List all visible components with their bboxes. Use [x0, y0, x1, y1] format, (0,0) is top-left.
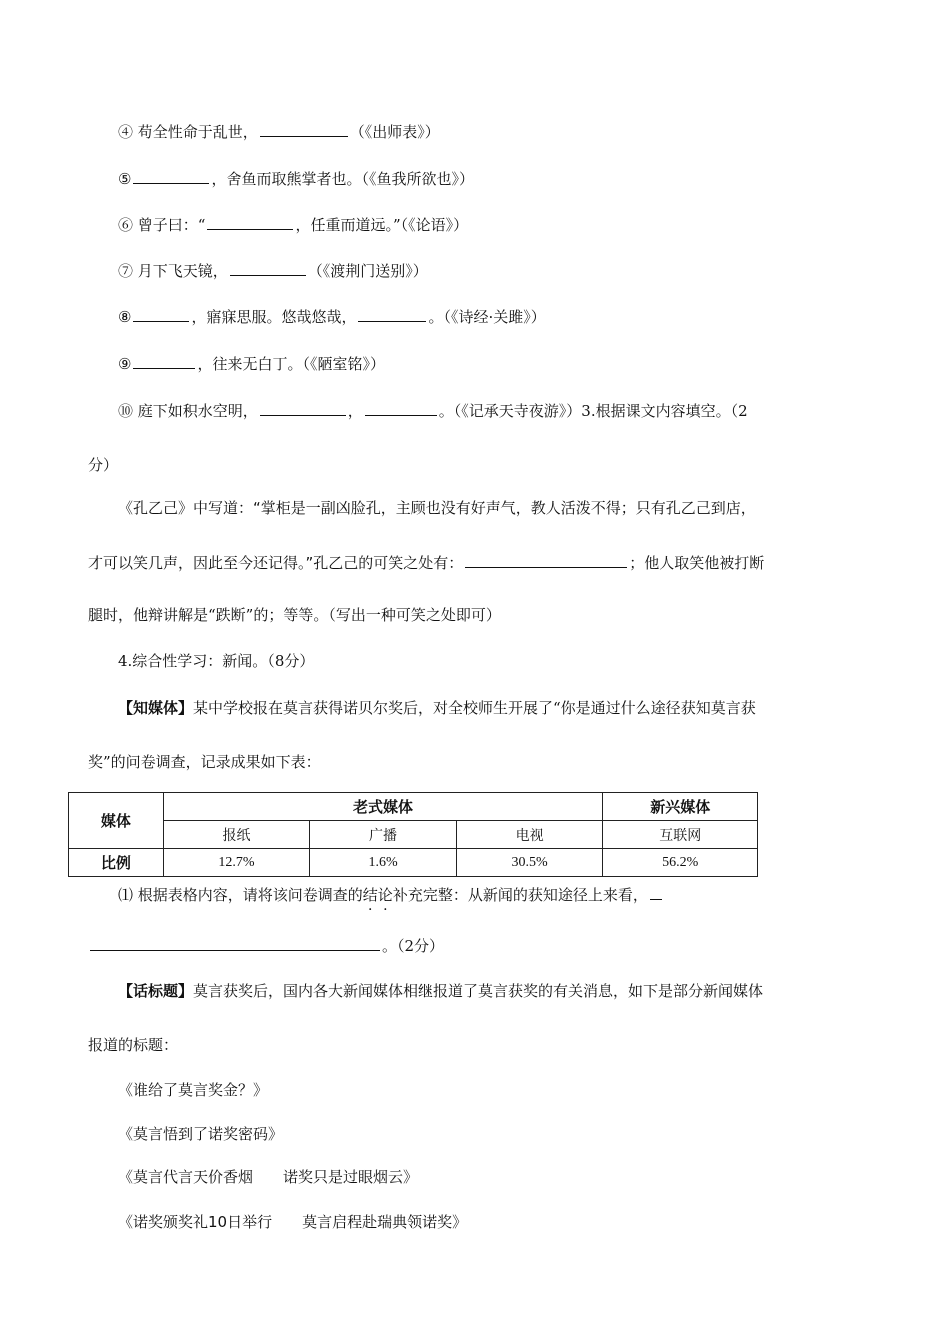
sub-tv: 电视 [456, 821, 603, 849]
ratio-radio: 1.6% [310, 849, 457, 877]
blank-5[interactable] [133, 168, 209, 184]
hua-text-cont: 报道的标题： [88, 1036, 179, 1054]
q4-sub1-text: ⑴ 根据表格内容，请将该问卷调查的 [118, 886, 363, 904]
blank-10a[interactable] [260, 400, 346, 416]
row-ratio-label: 比例 [69, 849, 164, 877]
item-7-source: （《渡荆门送别》） [307, 262, 428, 280]
q4-sub1-blank[interactable] [90, 935, 380, 951]
item-10 [118, 400, 748, 421]
blank-8a[interactable] [133, 306, 189, 322]
item-6-text: ⑥ 曾子曰：“ [118, 216, 206, 234]
survey-table [68, 792, 758, 877]
item-6-source: ，任重而道远。”（《论语》） [295, 216, 469, 234]
blank-9[interactable] [133, 353, 195, 369]
sub-internet: 互联网 [603, 821, 758, 849]
q4-sub1-blank-start[interactable] [650, 884, 662, 900]
hua-label: 【话标题】 [118, 983, 194, 1000]
q3-paragraph-2 [88, 552, 764, 573]
q3-paragraph-3: 腿时，他辩讲解是“跌断”的；等等。（写出一种可笑之处即可） [88, 606, 501, 624]
item-8 [118, 306, 546, 327]
blank-10b[interactable] [365, 400, 437, 416]
ratio-tv: 30.5% [456, 849, 603, 877]
item-9-num: ⑨ [118, 355, 132, 373]
item-4-text: ④ 苟全性命于乱世， [118, 123, 258, 141]
q3-text-tail: ；他人取笑他被打断 [629, 554, 765, 572]
q3-blank[interactable] [465, 552, 627, 568]
blank-7[interactable] [230, 260, 306, 276]
item-4-source: （《出师表》） [349, 123, 440, 141]
blank-4[interactable] [260, 121, 348, 137]
item-10-source: 。（《记承天寺夜游》）3.根据课文内容填空。（2 [438, 402, 748, 420]
blank-8b[interactable] [358, 306, 426, 322]
item-10-text: ⑩ 庭下如积水空明， [118, 402, 258, 420]
q4-sub1-text-tail: 补充完整：从新闻的获知途径上来看， [392, 886, 648, 904]
emphasis-dot-char: 论 [377, 886, 393, 904]
col-media-header: 媒体 [69, 793, 164, 849]
sub-newspaper: 报纸 [163, 821, 310, 849]
q4-sub1 [118, 884, 664, 905]
item-9-text: ，往来无白丁。（《陋室铭》） [197, 355, 385, 373]
zhi-text-cont: 奖”的问卷调查，记录成果如下表： [88, 753, 321, 771]
item-8-text: ，寤寐思服。悠哉悠哉， [191, 308, 357, 326]
item-9 [118, 353, 385, 374]
group-new-media: 新兴媒体 [603, 793, 758, 821]
q4-sub1-score: 。（2分） [382, 937, 445, 955]
emphasis-dot-char: 结 [362, 886, 378, 904]
q4-title: 4.综合性学习：新闻。（8分） [118, 652, 315, 670]
item-8-source: 。（《诗经·关雎》） [428, 308, 546, 326]
item-7-text: ⑦ 月下飞天镜， [118, 262, 228, 280]
sub-radio: 广播 [310, 821, 457, 849]
headline-1: 《谁给了莫言奖金？》 [118, 1081, 269, 1099]
ratio-newspaper: 12.7% [163, 849, 310, 877]
item-10-comma: ， [347, 402, 363, 420]
emphasis-dots-word [363, 886, 393, 904]
item-7 [118, 260, 428, 281]
blank-6[interactable] [207, 214, 293, 230]
headline-4: 《诺奖颁奖礼10日举行 莫言启程赴瑞典领诺奖》 [118, 1213, 468, 1231]
item-4 [118, 121, 440, 142]
item-8-num: ⑧ [118, 308, 132, 326]
zhi-label: 【知媒体】 [118, 700, 194, 717]
q4-hua-para [118, 981, 763, 1002]
zhi-text: 某中学校报在莫言获得诺贝尔奖后，对全校师生开展了“你是通过什么途径获知莫言获 [193, 699, 756, 717]
item-5 [118, 168, 474, 189]
group-old-media: 老式媒体 [163, 793, 603, 821]
item-5-num: ⑤ [118, 170, 132, 188]
hua-text: 莫言获奖后，国内各大新闻媒体相继报道了莫言获奖的有关消息，如下是部分新闻媒体 [193, 982, 764, 1000]
q4-sub1-cont [88, 935, 444, 956]
ratio-internet: 56.2% [603, 849, 758, 877]
headline-3: 《莫言代言天价香烟 诺奖只是过眼烟云》 [118, 1168, 419, 1186]
q4-zhi-para [118, 698, 756, 719]
item-10-continuation: 分） [88, 456, 119, 474]
q3-paragraph-1: 《孔乙己》中写道：“掌柜是一副凶脸孔，主顾也没有好声气，教人活泼不得；只有孔乙己到店， [118, 499, 756, 517]
q3-text: 才可以笑几声，因此至今还记得。”孔乙己的可笑之处有： [88, 554, 464, 572]
item-6 [118, 214, 468, 235]
headline-2: 《莫言悟到了诺奖密码》 [118, 1125, 284, 1143]
item-5-text: ，舍鱼而取熊掌者也。（《鱼我所欲也》） [211, 170, 474, 188]
